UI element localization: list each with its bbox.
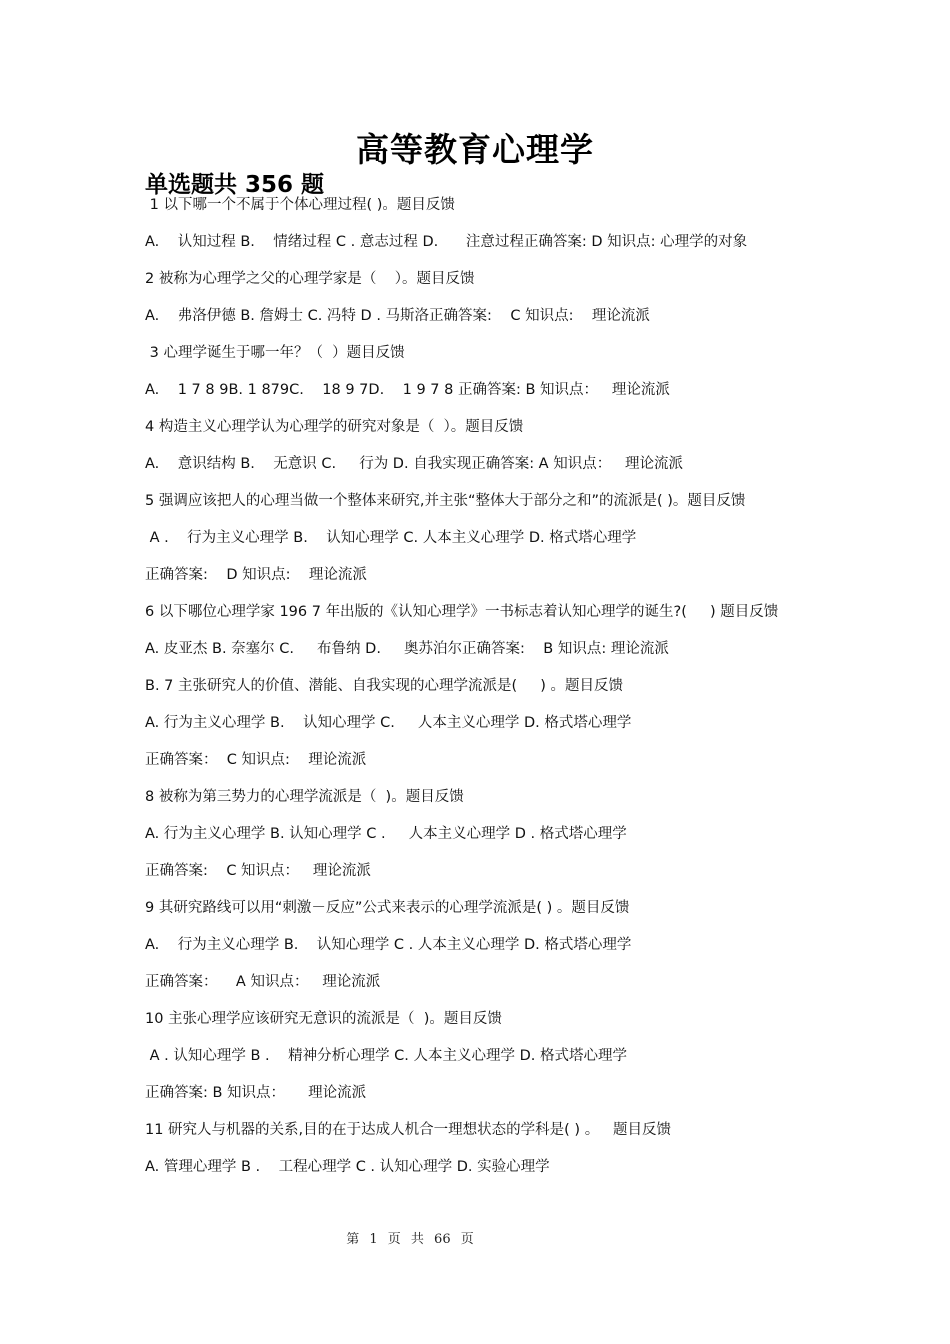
text-line: 8 被称为第三势力的心理学流派是（ )。题目反馈 [145,789,464,805]
text-line: A. 行为主义心理学 B. 认知心理学 C . 人本主义心理学 D. 格式塔心理学 [145,937,632,953]
text-line: A. 认知过程 B. 情绪过程 C . 意志过程 D. 注意过程正确答案: D 知识点: 心理学的对象 [145,234,748,250]
text-line: 正确答案： A 知识点： 理论流派 [145,974,381,990]
question-list [145,195,810,1194]
document-title: 高等教育心理学 [356,130,594,169]
text-line: 4 构造主义心理学认为心理学的研究对象是（ ）。题目反馈 [145,419,524,435]
text-line: A. 皮亚杰 B. 奈塞尔 C. 布鲁纳 D. 奥苏泊尔正确答案: B 知识点: 理论流派 [145,641,669,657]
text-line: A . 行为主义心理学 B. 认知心理学 C. 人本主义心理学 D. 格式塔心理学 [145,530,637,546]
text-line: A. 弗洛伊德 B. 詹姆士 C. 冯特 D . 马斯洛正确答案: C 知识点: 理论流派 [145,308,650,324]
text-line: 正确答案： C 知识点: 理论流派 [145,752,367,768]
text-line: 5 强调应该把人的心理当做一个整体来研究,并主张“整体大于部分之和”的流派是( )。题目反馈 [145,493,746,509]
text-line: 3 心理学诞生于哪一年？（ ）题目反馈 [145,345,405,361]
text-line: 10 主张心理学应该研究无意识的流派是（ )。题目反馈 [145,1011,502,1027]
text-line: 1 以下哪一个不属于个体心理过程( )。题目反馈 [145,197,455,213]
text-line: 6 以下哪位心理学家 196 7 年出版的《认知心理学》一书标志着认知心理学的诞生?( ) 题目反馈 [145,604,779,620]
page-footer: 第 1 页 共 66 页 [346,1232,474,1247]
text-line: A. 管理心理学 B . 工程心理学 C . 认知心理学 D. 实验心理学 [145,1159,550,1175]
text-line: 9 其研究路线可以用“刺激－反应”公式来表示的心理学流派是( ) 。题目反馈 [145,900,630,916]
section-heading: 单选题共 356 题 [145,172,325,198]
text-line: 11 研究人与机器的关系,目的在于达成人机合一理想状态的学科是( ) 。 题目反馈 [145,1122,672,1138]
text-line: 正确答案: C 知识点： 理论流派 [145,863,371,879]
text-line: 2 被称为心理学之父的心理学家是（ ）。题目反馈 [145,271,475,287]
text-line: 正确答案: B 知识点： 理论流派 [145,1085,367,1101]
text-line: A. 意识结构 B. 无意识 C. 行为 D. 自我实现正确答案: A 知识点： 理论流派 [145,456,684,472]
text-line: A. 行为主义心理学 B. 认知心理学 C. 人本主义心理学 D. 格式塔心理学 [145,715,632,731]
text-line: A. 1 7 8 9B. 1 879C. 18 9 7D. 1 9 7 8 正确答案: B 知识点： 理论流派 [145,382,670,398]
text-line: B. 7 主张研究人的价值、潜能、自我实现的心理学流派是( ) 。题目反馈 [145,678,623,694]
text-line: A. 行为主义心理学 B. 认知心理学 C . 人本主义心理学 D . 格式塔心理学 [145,826,627,842]
text-line: A . 认知心理学 B . 精神分析心理学 C. 人本主义心理学 D. 格式塔心理学 [145,1048,628,1064]
text-line: 正确答案: D 知识点: 理论流派 [145,567,367,583]
